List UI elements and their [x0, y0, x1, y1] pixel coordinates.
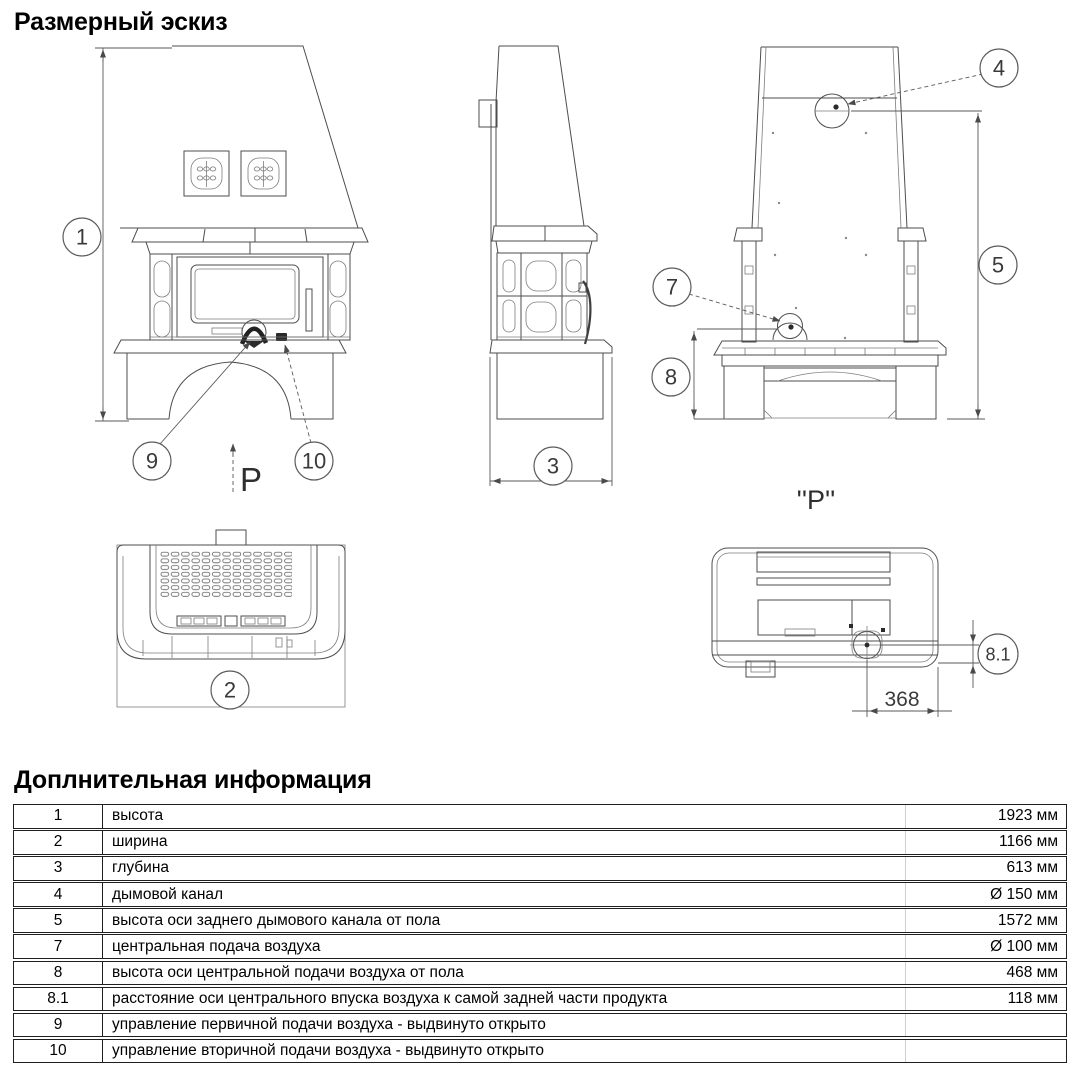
row-number: 4 [14, 883, 103, 906]
info-table [13, 804, 1067, 1065]
row-number: 1 [14, 805, 103, 828]
central-air-inlet [773, 314, 807, 341]
dimension-height [95, 48, 172, 421]
table-row [13, 1013, 1067, 1038]
callout-1-label: 1 [75, 224, 89, 250]
primary-air-knob [242, 320, 266, 348]
callout-8-1-label: 8.1 [985, 644, 1011, 665]
callout-4-label: 4 [992, 55, 1006, 81]
air-grille [160, 551, 292, 598]
side-view [479, 46, 612, 486]
row-number: 10 [14, 1040, 103, 1063]
callout-10-label: 10 [301, 448, 327, 474]
table-row [13, 830, 1067, 855]
sketch-title: Размерный эскиз [14, 8, 228, 36]
dimension-368 [852, 660, 952, 717]
info-title: Доплнительная информация [14, 766, 372, 794]
table-row [13, 856, 1067, 881]
callout-8 [652, 358, 690, 396]
row-value: 1572 мм [905, 909, 1066, 932]
row-description: центральная подача воздуха [112, 937, 321, 955]
row-value: 1923 мм [905, 805, 1066, 828]
row-description: высота оси заднего дымового канала от пола [112, 911, 441, 929]
top-view-p [712, 548, 1018, 717]
callout-5-label: 5 [991, 252, 1005, 278]
door-handle-bar [306, 289, 312, 331]
row-value: 468 мм [905, 962, 1066, 985]
row-value [905, 1040, 1066, 1063]
row-value: 118 мм [905, 988, 1066, 1011]
ornament-tile-right [241, 151, 286, 196]
row-number: 5 [14, 909, 103, 932]
table-row [13, 1039, 1067, 1064]
callout-2 [211, 671, 249, 709]
row-description: управление первичной подачи воздуха - выдвинуто открыто [112, 1016, 546, 1034]
callout-7 [653, 268, 780, 321]
table-row [13, 804, 1067, 829]
row-number: 3 [14, 857, 103, 880]
row-description: расстояние оси центрального впуска воздуха к самой задней части продукта [112, 989, 668, 1007]
row-value: 613 мм [905, 857, 1066, 880]
row-number: 2 [14, 831, 103, 854]
row-value: Ø 150 мм [905, 883, 1066, 906]
callout-8-1 [978, 634, 1018, 674]
row-description: высота оси центральной подачи воздуха от пола [112, 963, 464, 981]
view-label-p: ''P'' [796, 485, 836, 515]
row-value [905, 1014, 1066, 1037]
row-description: дымовой канал [112, 885, 224, 903]
row-description: ширина [112, 833, 168, 851]
table-row [13, 882, 1067, 907]
callout-8-label: 8 [664, 364, 678, 390]
table-row [13, 987, 1067, 1012]
arrow-label-p: P [240, 461, 263, 498]
row-value: Ø 100 мм [905, 935, 1066, 958]
row-number: 8 [14, 962, 103, 985]
dimension-8-1 [881, 620, 979, 688]
callout-2-label: 2 [223, 677, 237, 703]
table-row [13, 961, 1067, 986]
callout-5 [979, 246, 1017, 284]
view-direction-arrow-p [233, 444, 262, 498]
table-row [13, 934, 1067, 959]
air-inlet-top [850, 626, 884, 664]
callout-9 [133, 342, 250, 480]
callout-10 [285, 345, 333, 480]
row-number: 8.1 [14, 988, 103, 1011]
callout-4 [848, 49, 1018, 104]
callout-3 [534, 447, 572, 485]
row-description: управление вторичной подачи воздуха - выдвинуто открыто [112, 1042, 545, 1060]
callout-9-label: 9 [145, 448, 159, 474]
row-number: 9 [14, 1014, 103, 1037]
front-view [63, 46, 368, 498]
callout-7-label: 7 [665, 274, 679, 300]
row-description: высота [112, 807, 164, 825]
row-value: 1166 мм [905, 831, 1066, 854]
dim-368-label: 368 [884, 688, 920, 711]
smoke-outlet [815, 94, 849, 128]
row-number: 7 [14, 935, 103, 958]
callout-1 [63, 218, 101, 256]
row-description: глубина [112, 859, 169, 877]
rear-view [652, 47, 1018, 515]
callout-3-label: 3 [546, 453, 560, 479]
bottom-view [117, 530, 345, 709]
ornament-tile-left [184, 151, 229, 196]
dimension-air-height [694, 329, 777, 419]
table-row [13, 908, 1067, 933]
